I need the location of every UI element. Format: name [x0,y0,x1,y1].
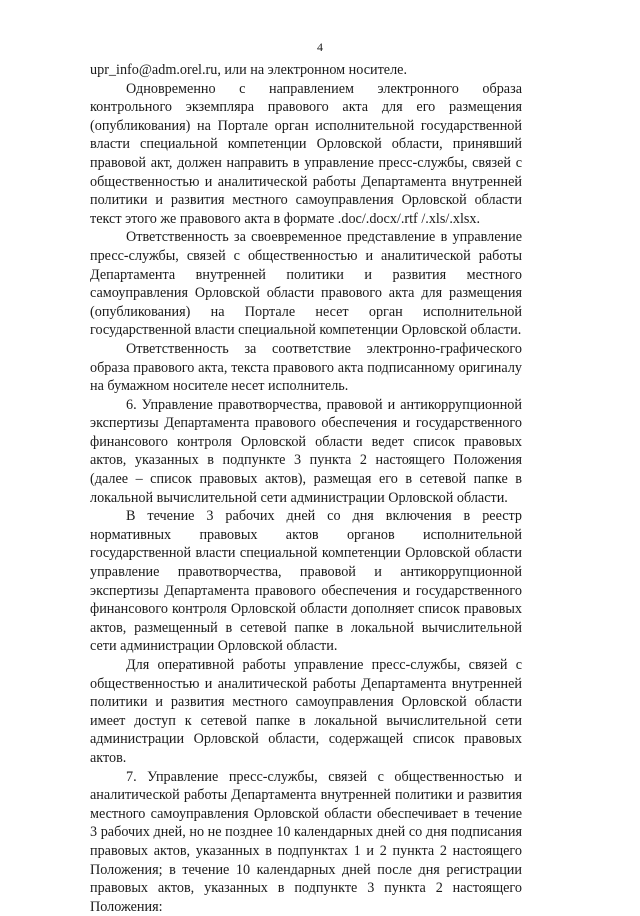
paragraph-item-7: 7. Управление пресс-службы, связей с общественностью и аналитической работы Департамента внутренней политики и развития местного самоуправления Орловской области обеспечивает в течение 3 рабочих дней, но не позднее 10 календарных дней со дня подписания правовых актов, указанных в подпунктах 1 и 2 пункта 2 настоящего Положения; в течение 10 календарных дней после дня регистрации правовых актов, указанных в подпункте 3 пункта 2 настоящего Положения: [90,768,522,915]
paragraph-responsibility-correspondence: Ответственность за соответствие электронно-графического образа правового акта, текста правового акта подписанному оригиналу на бумажном носителе несет исполнитель. [90,340,522,395]
page-number: 4 [317,40,323,54]
document-body [90,61,522,916]
paragraph-email-continuation: upr_info@adm.orel.ru, или на электронном носителе. [90,62,408,78]
paragraph-three-working-days: В течение 3 рабочих дней со дня включения в реестр нормативных правовых актов органов исполнительной государственной власти специальной компетенции Орловской области управление правотворчества, правовой и антикоррупционной экспертизы Департамента правового обеспечения и государственного финансового контроля Орловской области дополняет список правовых актов, размещенный в сетевой папке в локальной вычислительной сети администрации Орловской области. [90,508,522,655]
paragraph-responsibility-timely: Ответственность за своевременное представление в управление пресс-службы, связей с общественностью и аналитической работы Департамента внутренней политики и развития местного самоуправления Орловской области правового акта для размещения (опубликования) на Портале несет орган исполнительной государственной власти специальной компетенции Орловской области. [90,229,522,339]
paragraph-simultaneous-submission: Одновременно с направлением электронного образа контрольного экземпляра правового акта для его размещения (опубликования) на Портале орган исполнительной государственной власти специальной компетенции Орловской области, принявший правовой акт, должен направить в управление пресс-службы, связей с общественностью и аналитической работы Департамента внутренней политики и развития местного самоуправления Орловской области текст этого же правового акта в формате .doc/.docx/.rtf /.xls/.xlsx. [90,80,522,227]
paragraph-operational-access: Для оперативной работы управление пресс-службы, связей с общественностью и аналитической работы Департамента внутренней политики и развития местного самоуправления Орловской области имеет доступ к сетевой папке в локальной вычислительной сети администрации Орловской области, содержащей список правовых актов. [90,657,522,766]
paragraph-item-6: 6. Управление правотворчества, правовой и антикоррупционной экспертизы Департамента правового обеспечения и государственного финансового контроля Орловской области ведет список правовых актов, указанных в подпункте 3 пункта 2 настоящего Положения (далее – список правовых актов), размещая его в сетевой папке в локальной вычислительной сети администрации Орловской области. [90,396,522,506]
